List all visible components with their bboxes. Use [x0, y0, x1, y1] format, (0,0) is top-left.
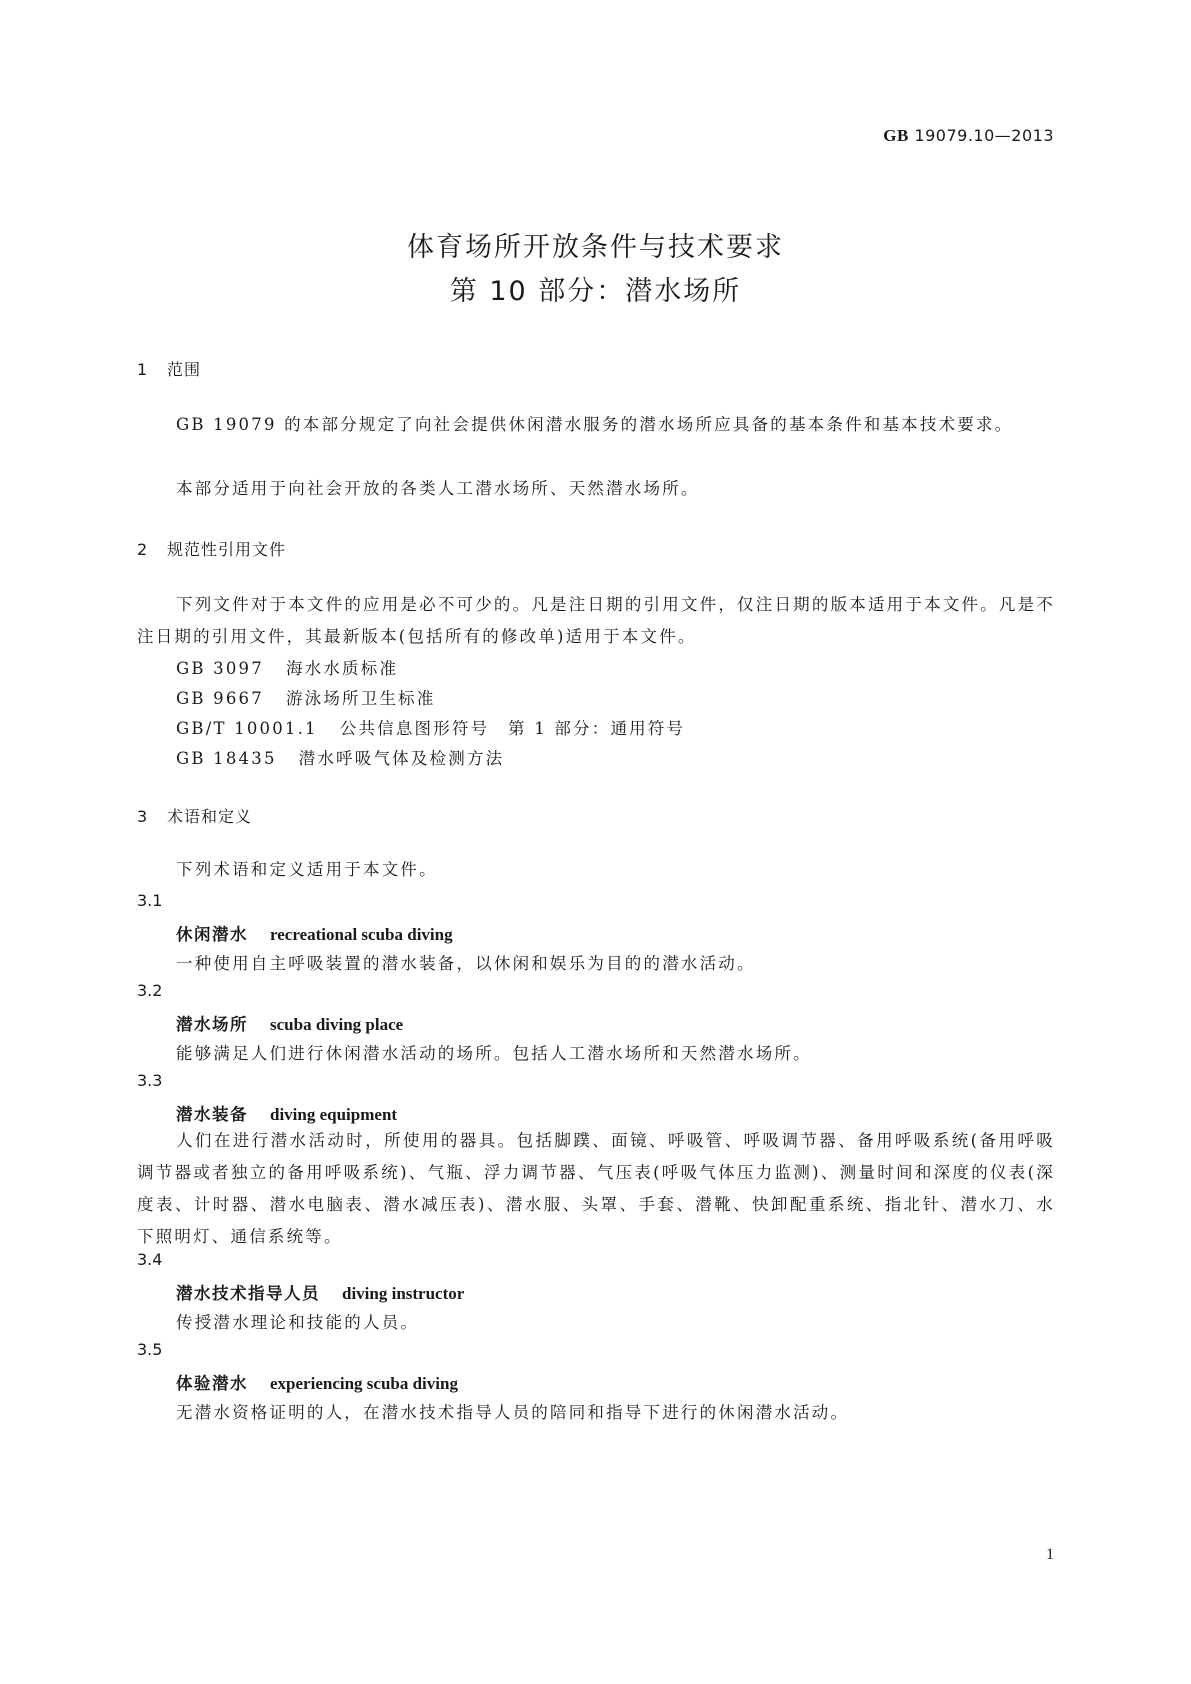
terms-intro: 下列术语和定义适用于本文件。 — [176, 860, 438, 879]
reference-title: 海水水质标准 — [285, 659, 399, 678]
term-number: 3.1 — [137, 891, 163, 910]
section-number: 3 — [137, 807, 149, 826]
term-zh: 潜水装备 — [176, 1105, 248, 1124]
section-number: 2 — [137, 540, 149, 559]
section-number: 1 — [137, 360, 149, 379]
term-en: experiencing scuba diving — [270, 1374, 458, 1393]
standard-number — [883, 126, 1054, 146]
term-number: 3.4 — [137, 1250, 163, 1269]
reference-item — [176, 655, 398, 679]
reference-item — [176, 685, 436, 709]
document-title: 体育场所开放条件与技术要求 — [407, 232, 784, 263]
term-definition: 能够满足人们进行休闲潜水活动的场所。包括人工潜水场所和天然潜水场所。 — [176, 1044, 812, 1063]
term-en: recreational scuba diving — [270, 925, 453, 944]
paragraph: 本部分适用于向社会开放的各类人工潜水场所、天然潜水场所。 — [176, 479, 700, 498]
term-heading — [176, 1101, 397, 1125]
section-heading-1 — [137, 357, 201, 380]
section-heading-2 — [137, 537, 286, 560]
reference-code: GB 3097 — [176, 659, 264, 678]
term-definition: 人们在进行潜水活动时，所使用的器具。包括脚蹼、面镜、呼吸管、呼吸调节器、备用呼吸系统(备用呼吸调节器或者独立的备用呼吸系统)、气瓶、浮力调节器、气压表(呼吸气体压力监测)、测量时间和深度的仪表(深度表、计时器、潜水电脑表、潜水减压表)、潜水服、头罩、手套、潜靴、快卸配重系统、指北针、潜水刀、水下照明灯、通信系统等。 — [137, 1131, 1055, 1246]
reference-item — [176, 745, 504, 769]
term-definition: 一种使用自主呼吸装置的潜水装备，以休闲和娱乐为目的的潜水活动。 — [176, 954, 756, 973]
standard-code: 19079.10—2013 — [914, 126, 1054, 145]
term-en: diving instructor — [342, 1284, 465, 1303]
section-title: 规范性引用文件 — [167, 540, 287, 559]
reference-item — [176, 715, 685, 739]
term-heading — [176, 1011, 403, 1035]
term-number: 3.2 — [137, 981, 163, 1000]
standard-prefix: GB — [883, 126, 909, 145]
reference-title: 游泳场所卫生标准 — [285, 689, 436, 708]
section-title: 术语和定义 — [167, 807, 253, 826]
term-definition: 无潜水资格证明的人，在潜水技术指导人员的陪同和指导下进行的休闲潜水活动。 — [176, 1403, 850, 1422]
section-title: 范围 — [167, 360, 202, 379]
term-heading — [176, 1280, 464, 1304]
term-zh: 潜水技术指导人员 — [176, 1284, 320, 1303]
term-definition: 传授潜水理论和技能的人员。 — [176, 1313, 420, 1332]
paragraph: GB 19079 的本部分规定了向社会提供休闲潜水服务的潜水场所应具备的基本条件和基本技术要求。 — [176, 415, 1014, 434]
term-number: 3.3 — [137, 1071, 163, 1090]
term-zh: 潜水场所 — [176, 1015, 248, 1034]
term-zh: 体验潜水 — [176, 1374, 248, 1393]
reference-code: GB 9667 — [176, 689, 264, 708]
reference-title: 公共信息图形符号 第 1 部分：通用符号 — [339, 719, 686, 738]
section-heading-3 — [137, 804, 252, 827]
term-heading — [176, 921, 453, 945]
paragraph: 下列文件对于本文件的应用是必不可少的。凡是注日期的引用文件，仅注日期的版本适用于本文件。凡是不注日期的引用文件，其最新版本(包括所有的修改单)适用于本文件。 — [137, 595, 1055, 646]
term-number: 3.5 — [137, 1340, 163, 1359]
term-en: diving equipment — [270, 1105, 398, 1124]
term-zh: 休闲潜水 — [176, 925, 248, 944]
page-number: 1 — [1046, 1546, 1054, 1563]
reference-code: GB/T 10001.1 — [176, 719, 318, 738]
term-heading — [176, 1370, 458, 1394]
document-subtitle: 第 10 部分：潜水场所 — [449, 276, 742, 307]
term-en: scuba diving place — [270, 1015, 404, 1034]
reference-code: GB 18435 — [176, 749, 277, 768]
reference-title: 潜水呼吸气体及检测方法 — [298, 749, 505, 768]
